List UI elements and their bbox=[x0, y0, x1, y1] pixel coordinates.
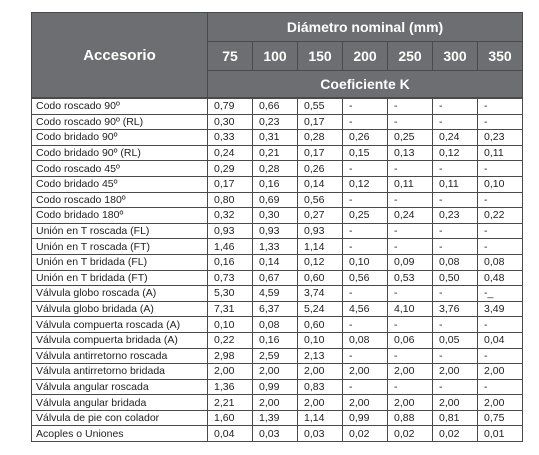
size-header: 250 bbox=[388, 42, 433, 71]
coefficient-cell: 0,01 bbox=[478, 426, 523, 442]
coefficient-cell: 2,59 bbox=[253, 348, 298, 364]
size-header: 75 bbox=[208, 42, 253, 71]
coefficient-cell: 0,02 bbox=[343, 426, 388, 442]
coefficient-cell: - bbox=[433, 239, 478, 255]
coefficient-cell: - bbox=[478, 348, 523, 364]
coefficient-cell: 0,12 bbox=[433, 145, 478, 161]
coefficient-cell: 0,15 bbox=[343, 145, 388, 161]
coefficient-cell: 0,88 bbox=[388, 410, 433, 426]
accessory-name-cell: Válvula angular roscada bbox=[32, 379, 208, 395]
coefficient-cell: 0,80 bbox=[208, 192, 253, 208]
coefficient-cell: 0,55 bbox=[298, 98, 343, 114]
coefficient-cell: 4,59 bbox=[253, 286, 298, 302]
coefficient-cell: - bbox=[388, 286, 433, 302]
table-row bbox=[32, 114, 523, 130]
coefficient-cell: 2,98 bbox=[208, 348, 253, 364]
coefficient-cell: 0,10 bbox=[208, 317, 253, 333]
coefficient-cell: - bbox=[343, 348, 388, 364]
coefficient-cell: 0,11 bbox=[478, 145, 523, 161]
coefficient-cell: 0,10 bbox=[343, 254, 388, 270]
table-row bbox=[32, 317, 523, 333]
table-row bbox=[32, 332, 523, 348]
coefficient-cell: 0,50 bbox=[433, 270, 478, 286]
table-row bbox=[32, 208, 523, 224]
diameter-header: Diámetro nominal (mm) bbox=[208, 13, 523, 42]
coefficient-cell: 0,21 bbox=[253, 145, 298, 161]
coefficient-cell: 0,08 bbox=[478, 254, 523, 270]
coefficient-cell: 0,14 bbox=[253, 254, 298, 270]
accessory-name-cell: Unión en T roscada (FT) bbox=[32, 239, 208, 255]
coefficient-cell: - bbox=[478, 98, 523, 114]
table-row bbox=[32, 301, 523, 317]
accessory-name-cell: Codo bridado 90º (RL) bbox=[32, 145, 208, 161]
accessory-name-cell: Codo roscado 90º bbox=[32, 98, 208, 114]
coefficient-cell: 0,56 bbox=[298, 192, 343, 208]
coefficient-cell: 2,13 bbox=[298, 348, 343, 364]
coefficient-cell: 0,83 bbox=[298, 379, 343, 395]
accessory-name-cell: Codo roscado 90º (RL) bbox=[32, 114, 208, 130]
coefficient-cell: - bbox=[478, 379, 523, 395]
coefficient-cell: 3,49 bbox=[478, 301, 523, 317]
coefficient-cell: 0,28 bbox=[253, 161, 298, 177]
coefficient-cell: - bbox=[433, 98, 478, 114]
table-row bbox=[32, 286, 523, 302]
coefficient-cell: 0,24 bbox=[433, 130, 478, 146]
coefficient-cell: -_ bbox=[478, 286, 523, 302]
table-row bbox=[32, 130, 523, 146]
coefficient-cell: 0,60 bbox=[298, 270, 343, 286]
coefficient-cell: 0,23 bbox=[253, 114, 298, 130]
accessory-name-cell: Codo bridado 45º bbox=[32, 176, 208, 192]
coefficient-cell: 0,08 bbox=[433, 254, 478, 270]
coefficient-cell: 2,00 bbox=[298, 364, 343, 380]
coefficient-cell: - bbox=[433, 286, 478, 302]
coefficient-cell: 0,10 bbox=[478, 176, 523, 192]
coefficient-cell: 0,99 bbox=[253, 379, 298, 395]
coefficient-cell: 0,03 bbox=[298, 426, 343, 442]
coefficient-cell: 0,30 bbox=[253, 208, 298, 224]
coefficient-cell: 0,29 bbox=[208, 161, 253, 177]
accessory-name-cell: Unión en T roscada (FL) bbox=[32, 223, 208, 239]
coefficient-cell: 0,93 bbox=[208, 223, 253, 239]
coefficient-cell: - bbox=[433, 348, 478, 364]
size-header: 350 bbox=[478, 42, 523, 71]
coefficient-cell: - bbox=[478, 223, 523, 239]
coefficient-cell: - bbox=[388, 317, 433, 333]
coefficient-cell: 2,00 bbox=[433, 395, 478, 411]
coefficient-cell: 0,17 bbox=[298, 145, 343, 161]
coefficient-cell: - bbox=[433, 192, 478, 208]
coefficient-cell: 2,00 bbox=[343, 395, 388, 411]
table-row bbox=[32, 176, 523, 192]
coefficient-cell: 0,22 bbox=[478, 208, 523, 224]
accessory-name-cell: Válvula de pie con colador bbox=[32, 410, 208, 426]
accessory-name-cell: Codo bridado 180º bbox=[32, 208, 208, 224]
coefficient-cell: - bbox=[343, 379, 388, 395]
coefficient-cell: 0,28 bbox=[298, 130, 343, 146]
coefficient-cell: 0,33 bbox=[208, 130, 253, 146]
coefficient-cell: - bbox=[343, 114, 388, 130]
coefficient-cell: 2,00 bbox=[388, 395, 433, 411]
coefficient-cell: - bbox=[433, 379, 478, 395]
coefficient-cell: 0,08 bbox=[253, 317, 298, 333]
size-header: 300 bbox=[433, 42, 478, 71]
coefficient-cell: - bbox=[343, 223, 388, 239]
table-container bbox=[31, 12, 522, 442]
coefficient-cell: - bbox=[343, 286, 388, 302]
table-row bbox=[32, 145, 523, 161]
coefficient-cell: 0,12 bbox=[298, 254, 343, 270]
coefficient-cell: - bbox=[388, 379, 433, 395]
table-row bbox=[32, 239, 523, 255]
coefficient-cell: - bbox=[388, 348, 433, 364]
table-row bbox=[32, 426, 523, 442]
coefficient-cell: 0,60 bbox=[298, 317, 343, 333]
accessory-name-cell: Válvula antirretorno bridada bbox=[32, 364, 208, 380]
coefficient-cell: 0,56 bbox=[343, 270, 388, 286]
table-row bbox=[32, 348, 523, 364]
coefficient-cell: 0,03 bbox=[253, 426, 298, 442]
coefficient-cell: 0,13 bbox=[388, 145, 433, 161]
table-row bbox=[32, 410, 523, 426]
accessory-name-cell: Válvula compuerta bridada (A) bbox=[32, 332, 208, 348]
coefficient-cell: 1,60 bbox=[208, 410, 253, 426]
coefficient-cell: 0,16 bbox=[253, 176, 298, 192]
coefficient-cell: - bbox=[388, 239, 433, 255]
coefficient-header: Coeficiente K bbox=[208, 71, 523, 99]
table-row bbox=[32, 98, 523, 114]
accessory-name-cell: Válvula compuerta roscada (A) bbox=[32, 317, 208, 333]
coefficient-cell: 5,24 bbox=[298, 301, 343, 317]
coefficient-cell: 1,33 bbox=[253, 239, 298, 255]
coefficient-cell: 0,22 bbox=[208, 332, 253, 348]
size-header: 150 bbox=[298, 42, 343, 71]
coefficient-cell: - bbox=[388, 223, 433, 239]
coefficient-cell: 3,76 bbox=[433, 301, 478, 317]
coefficient-cell: - bbox=[433, 161, 478, 177]
coefficient-cell: 0,23 bbox=[478, 130, 523, 146]
coefficient-cell: 0,09 bbox=[388, 254, 433, 270]
coefficient-cell: 0,26 bbox=[298, 161, 343, 177]
coefficient-cell: 7,31 bbox=[208, 301, 253, 317]
coefficient-cell: 0,16 bbox=[253, 332, 298, 348]
coefficient-cell: 0,75 bbox=[478, 410, 523, 426]
coefficient-cell: 2,00 bbox=[478, 395, 523, 411]
coefficient-cell: 0,02 bbox=[388, 426, 433, 442]
table-row bbox=[32, 161, 523, 177]
accessory-name-cell: Válvula globo roscada (A) bbox=[32, 286, 208, 302]
coefficient-cell: 0,66 bbox=[253, 98, 298, 114]
coefficient-cell: 0,99 bbox=[343, 410, 388, 426]
coefficient-cell: - bbox=[343, 161, 388, 177]
k-coefficient-table bbox=[31, 12, 523, 442]
accessory-name-cell: Unión en T bridada (FT) bbox=[32, 270, 208, 286]
coefficient-cell: 0,31 bbox=[253, 130, 298, 146]
accessory-name-cell: Codo bridado 90º bbox=[32, 130, 208, 146]
accessory-name-cell: Válvula angular bridada bbox=[32, 395, 208, 411]
table-row bbox=[32, 270, 523, 286]
coefficient-cell: 2,00 bbox=[388, 364, 433, 380]
accessory-name-cell: Codo roscado 45º bbox=[32, 161, 208, 177]
coefficient-cell: 0,04 bbox=[478, 332, 523, 348]
accessory-header: Accesorio bbox=[32, 13, 208, 99]
coefficient-cell: 2,21 bbox=[208, 395, 253, 411]
coefficient-cell: - bbox=[343, 192, 388, 208]
coefficient-cell: - bbox=[478, 161, 523, 177]
coefficient-cell: 0,10 bbox=[298, 332, 343, 348]
table-row bbox=[32, 192, 523, 208]
coefficient-cell: - bbox=[343, 317, 388, 333]
coefficient-cell: 0,24 bbox=[208, 145, 253, 161]
accessory-name-cell: Válvula antirretorno roscada bbox=[32, 348, 208, 364]
coefficient-cell: 0,16 bbox=[208, 254, 253, 270]
coefficient-cell: - bbox=[478, 317, 523, 333]
coefficient-cell: 4,56 bbox=[343, 301, 388, 317]
table-body bbox=[32, 98, 523, 442]
coefficient-cell: 0,53 bbox=[388, 270, 433, 286]
coefficient-cell: 0,11 bbox=[433, 176, 478, 192]
coefficient-cell: 0,14 bbox=[298, 176, 343, 192]
coefficient-cell: 2,00 bbox=[478, 364, 523, 380]
coefficient-cell: 1,14 bbox=[298, 410, 343, 426]
coefficient-cell: 0,02 bbox=[433, 426, 478, 442]
coefficient-cell: - bbox=[388, 161, 433, 177]
coefficient-cell: 2,00 bbox=[253, 395, 298, 411]
coefficient-cell: - bbox=[343, 239, 388, 255]
coefficient-cell: 0,12 bbox=[343, 176, 388, 192]
accessory-name-cell: Válvula globo bridada (A) bbox=[32, 301, 208, 317]
coefficient-cell: - bbox=[388, 98, 433, 114]
coefficient-cell: 0,27 bbox=[298, 208, 343, 224]
coefficient-cell: 0,81 bbox=[433, 410, 478, 426]
coefficient-cell: - bbox=[388, 192, 433, 208]
accessory-name-cell: Codo roscado 180º bbox=[32, 192, 208, 208]
coefficient-cell: 0,05 bbox=[433, 332, 478, 348]
table-row bbox=[32, 395, 523, 411]
coefficient-cell: - bbox=[343, 98, 388, 114]
coefficient-cell: 0,11 bbox=[388, 176, 433, 192]
coefficient-cell: 0,73 bbox=[208, 270, 253, 286]
coefficient-cell: 0,23 bbox=[433, 208, 478, 224]
coefficient-cell: 0,06 bbox=[388, 332, 433, 348]
coefficient-cell: 2,00 bbox=[343, 364, 388, 380]
coefficient-cell: - bbox=[433, 317, 478, 333]
coefficient-cell: 0,32 bbox=[208, 208, 253, 224]
coefficient-cell: 0,48 bbox=[478, 270, 523, 286]
coefficient-cell: 0,93 bbox=[253, 223, 298, 239]
coefficient-cell: 0,67 bbox=[253, 270, 298, 286]
coefficient-cell: 1,39 bbox=[253, 410, 298, 426]
accessory-name-cell: Acoples o Uniones bbox=[32, 426, 208, 442]
coefficient-cell: 0,30 bbox=[208, 114, 253, 130]
table-row bbox=[32, 364, 523, 380]
coefficient-cell: - bbox=[478, 239, 523, 255]
coefficient-cell: 0,08 bbox=[343, 332, 388, 348]
coefficient-cell: - bbox=[433, 223, 478, 239]
coefficient-cell: - bbox=[478, 114, 523, 130]
coefficient-cell: 2,00 bbox=[253, 364, 298, 380]
coefficient-cell: 4,10 bbox=[388, 301, 433, 317]
coefficient-cell: 2,00 bbox=[433, 364, 478, 380]
table-row bbox=[32, 379, 523, 395]
coefficient-cell: 0,25 bbox=[343, 208, 388, 224]
coefficient-cell: - bbox=[478, 192, 523, 208]
coefficient-cell: 2,00 bbox=[208, 364, 253, 380]
coefficient-cell: 0,24 bbox=[388, 208, 433, 224]
coefficient-cell: 0,69 bbox=[253, 192, 298, 208]
coefficient-cell: 0,26 bbox=[343, 130, 388, 146]
size-header: 200 bbox=[343, 42, 388, 71]
accessory-name-cell: Unión en T bridada (FL) bbox=[32, 254, 208, 270]
coefficient-cell: 3,74 bbox=[298, 286, 343, 302]
coefficient-cell: 5,30 bbox=[208, 286, 253, 302]
coefficient-cell: 6,37 bbox=[253, 301, 298, 317]
coefficient-cell: 2,00 bbox=[298, 395, 343, 411]
size-header: 100 bbox=[253, 42, 298, 71]
table-row bbox=[32, 223, 523, 239]
table-row bbox=[32, 254, 523, 270]
coefficient-cell: - bbox=[388, 114, 433, 130]
coefficient-cell: 0,93 bbox=[298, 223, 343, 239]
coefficient-cell: - bbox=[433, 114, 478, 130]
coefficient-cell: 1,46 bbox=[208, 239, 253, 255]
coefficient-cell: 0,17 bbox=[298, 114, 343, 130]
coefficient-cell: 0,17 bbox=[208, 176, 253, 192]
coefficient-cell: 0,79 bbox=[208, 98, 253, 114]
coefficient-cell: 1,14 bbox=[298, 239, 343, 255]
coefficient-cell: 1,36 bbox=[208, 379, 253, 395]
coefficient-cell: 0,04 bbox=[208, 426, 253, 442]
coefficient-cell: 0,25 bbox=[388, 130, 433, 146]
